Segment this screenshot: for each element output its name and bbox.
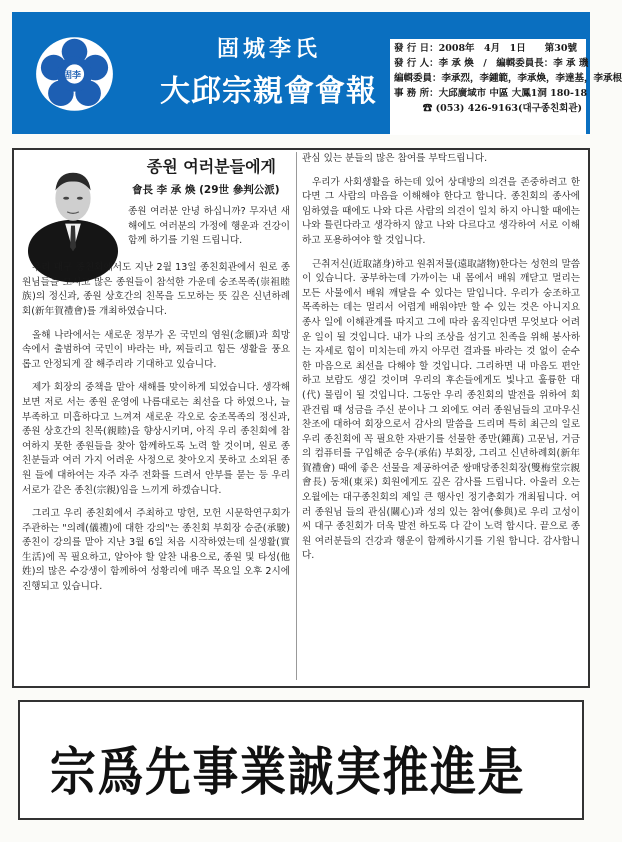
pubinfo-editors: 編輯委員：李承烈，李鍾範，李承煥，李達基，李承根 [394,73,622,84]
article-right-column [302,152,580,573]
article-paragraph: 근취저신(近取諸身)하고 원취저물(遠取諸物)한다는 성현의 말씀이 있습니다. 공부하는데 가까이는 내 몸에서 배워 깨닫고 멀리는 모든 사물에서 배워 깨달을 수 있다는 말입니다. 우리가 숭조하고 목족하는 데는 멀리서 어렵게 배워야만 할 수 있는 것은 아니지요 종사 일에 이해관계를 따지고 그에 따라 움직인다면 무엇보다 어려운 일이 될 것입니다. 내가 나의 조상을 섬기고 친족을 위해 봉사하는 자세로 힘이 미치는데 까지 아무런 결과를 바라는 것 없이 순수한 마음으로 최선을 다해야 할 것입니다. 그리하면 내 마음도 편안하고 보람도 생길 것이며 우리의 후손들에게도 빛나고 훌륭한 대(代) 물림이 될 것입니다. 그동안 우리 종친회의 발전을 위하여 회관건립 때 성금을 주신 분이나 그 외에도 여러 종원님들의 고마우신 찬조에 대하여 회장으로서 감사의 말씀을 드리며 특히 최근의 일로 우리 종친회에 꼭 필요한 자판기를 선물한 종만(鍾萬) 고문님, 거금의 컴퓨터를 구입해준 승우(承佑) 부회장, 그리고 신년하례회(新年賀禮會) 때에 좋은 선물을 제공하여준 쌍매당종친회장(雙梅堂宗親會長) 동채(東采) 회원에게도 깊은 감사를 드립니다. 아울러 오는 오월에는 대구종친회의 제일 큰 행사인 정기총회가 개최됩니다. 여러 종원님 들의 관심(關心)과 성의 있는 참여(參與)로 우리 고성이씨 대구 종친회가 더욱 발전 하도록 다 같이 노력 합시다. 끝으로 종원 여러분들의 건강과 행운이 함께하시기를 기원 합니다. 감사합니다. [302,258,580,562]
calligraphy-banner [18,700,584,820]
pubinfo-issue: 發 行 日：2008年 4月 1日 第30號 [394,43,577,54]
pubinfo-publisher: 發 行 人：李 承 煥 / 編輯委員長：李 承 璣 [394,58,589,69]
emblem-label: 固李 [63,71,82,81]
article-byline: 會長 李 承 煥 (29世 參判公派) [132,183,280,196]
article-paragraph: 관심 있는 분들의 많은 참여를 부탁드립니다. [302,153,488,164]
article-paragraph: 올해 나라에서는 새로운 정부가 온 국민의 염원(念願)과 희망 속에서 출범하여 국민이 바라는 바, 찌들리고 힘든 생활을 풍요롭고 안정되게 잘 해주리라 기대하고 있습니다. [22,329,290,370]
masthead-title: 大邱宗親會會報 [160,74,377,109]
masthead [12,12,622,134]
author-portrait [24,161,122,253]
article-title: 종원 여러분들에게 [146,157,276,176]
calligraphy-motto: 宗爲先事業誠実推進是 [50,742,526,803]
article-left-column [22,152,290,604]
masthead-clan-name: 固城李氏 [217,36,322,62]
article-paragraph: 우리가 사회생활을 하는데 있어 상대방의 의견을 존중하려고 한다면 그 사람의 마음을 이해해야 한다고 합니다. 종친회의 종사에 임하였을 때에도 나와 다른 사람의 의견이 일치 하지 아니할 때에는 나와 틀린다라고 생각하지 않고 나와 다르다고 생각하여 서로 이해하고 포용하여야 할 것입니다. [302,176,580,246]
article-paragraph: 그리고 우리 종친회에서 주최하고 망헌, 모헌 시문학연구회가 주관하는 "의례(儀禮)에 대한 강의"는 종친회 부회장 승준(承駿) 종친이 강의를 맡아 지난 3월 6일 처음 시작하였는데 실생활(實生活)에 꼭 필요하고, 알아야 할 알찬 내용으로, 종원 및 타성(他姓)의 많은 수강생이 함께하여 성황리에 매주 목요일 오후 2시에 진행되고 있습니다. [22,508,290,593]
article-greeting: 종원 여러분 안녕 하십니까? 무자년 새해에도 여러분의 가정에 행운과 건강이 함께 하기를 기원 드립니다. [128,206,290,247]
pubinfo-phone: ☎ (053) 426-9163(대구종친회관) [422,103,582,114]
publication-info-box [390,39,622,135]
article-paragraph: 제가 회장의 중책을 맡아 새해를 맞이하게 되었습니다. 생각해 보면 저로 서는 종원 운영에 나름대로는 최선을 다 하였으나, 늘 부족하고 미흡하다고 느껴져 새로운 각오로 숭조목족의 정신과, 종원 상호간의 친목(親睦)을 향상시키며, 아직 우리 종친회에 참여하지 못한 종원들을 찾아 함께하도록 노력 할 것이며, 원로 종친분들과 여러 가지 어려운 사정으로 찾아오지 못하고 소외된 종원 들에 대하여는 자주 자주 전화를 드려서 안부를 묻는 등 우리 서로가 같은 종친(宗親)임을 느끼게 하겠습니다. [22,382,290,496]
article-paragraph: 우리 대구 종친회에서도 지난 2월 13일 종친회관에서 원로 종원님들을 모시고 많은 종원들이 참석한 가운데 숭조목족(崇祖睦族)의 정신과, 종원 상호간의 친목을 도모하는 뜻 깊은 신년하례회(新年賀禮會)를 개최하였습니다. [22,262,290,317]
column-divider [296,152,297,680]
pubinfo-address: 事 務 所：大邱廣域市 中區 大鳳1洞 180-18 [394,88,588,99]
